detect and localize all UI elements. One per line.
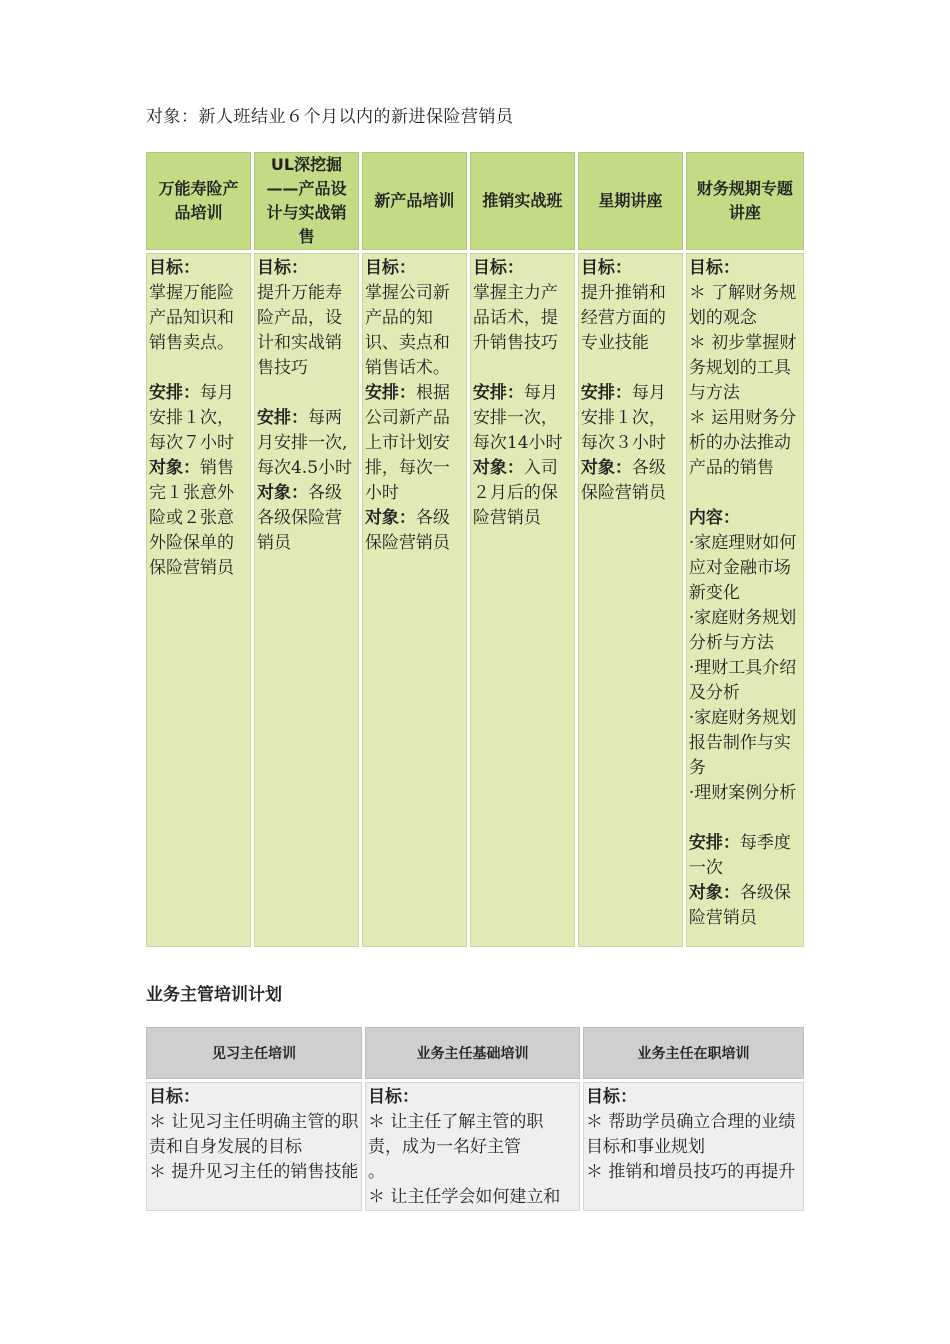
table-cell (365, 1082, 580, 1211)
header-new-product: 新产品培训 (362, 152, 467, 250)
plan-label: 安排： (364, 383, 416, 403)
goal-label: 目标： (256, 258, 308, 278)
table-cell (362, 253, 467, 947)
goal-text: 提升推销和经营方面的专业技能 (580, 283, 666, 353)
goal-text: 掌握公司新产品的知识、卖点和销售话术。 (364, 283, 450, 378)
header-finance-lecture: 财务规期专题讲座 (686, 152, 804, 250)
target-text: 入司２月后的保险营销员 (472, 458, 558, 528)
plan-label: 安排： (256, 408, 308, 428)
goal-label: 目标： (149, 258, 200, 278)
plan-label: 安排： (580, 383, 632, 403)
target-label: 对象： (688, 883, 740, 903)
target-line (473, 456, 572, 531)
target-line (257, 481, 356, 556)
plan-line (689, 831, 801, 881)
target-label: 对象： (364, 508, 416, 528)
content-text: ·家庭理财如何应对金融市场新变化 ·家庭财务规划分析与方法 ·理财工具介绍及分析 ·家庭财务规划报告制作与实务 ·理财案例分析 (688, 533, 797, 803)
goal-text: 掌握主力产品话术，提升销售技巧 (472, 283, 558, 353)
target-line (689, 881, 801, 931)
plan-label: 安排： (149, 383, 200, 403)
plan-text: 每两月安排一次,每次4.5小时 (256, 408, 353, 478)
goal-label: 目标： (149, 1087, 200, 1107)
table-header-row (146, 1027, 804, 1079)
table-cell (578, 253, 683, 947)
goal-label: 目标： (580, 258, 632, 278)
target-text: 各级各级保险营销员 (256, 483, 342, 553)
target-line (365, 506, 464, 556)
table-cell (470, 253, 575, 947)
plan-label: 安排： (472, 383, 524, 403)
plan-text: 每月安排一次，每次14小时 (472, 383, 563, 453)
plan-line (365, 381, 464, 506)
plan-line (149, 381, 248, 456)
goal-label: 目标： (472, 258, 524, 278)
plan-text: 每月安排１次，每次３小时 (580, 383, 666, 453)
header-director-onjob: 业务主任在职培训 (583, 1027, 804, 1079)
table-header-row (146, 152, 804, 250)
header-sales-practice: 推销实战班 (470, 152, 575, 250)
goal-label: 目标： (688, 258, 740, 278)
target-label: 对象： (149, 458, 200, 478)
header-ul-training: 万能寿险产品培训 (146, 152, 251, 250)
goal-text: ＊ 让主任了解主管的职责，成为一名好主管 。 ＊ 让主任学会如何建立和 (368, 1112, 561, 1207)
goal-text: ＊ 了解财务规划的观念 ＊ 初步掌握财务规划的工具与方法 ＊ 运用财务分析的办法推动产品的销售 (688, 283, 797, 478)
goal-text: 提升万能寿险产品，设计和实战销售技巧 (256, 283, 342, 378)
goal-label: 目标： (586, 1087, 637, 1107)
target-line (149, 456, 248, 581)
table-row (146, 1082, 804, 1211)
goal-label: 目标： (364, 258, 416, 278)
goal-text: ＊ 帮助学员确立合理的业绩目标和事业规划 ＊ 推销和增员技巧的再提升 (586, 1112, 796, 1182)
section-title: 业务主管培训计划 (146, 985, 282, 1005)
target-line (581, 456, 680, 506)
table-cell (146, 253, 251, 947)
header-trainee-director: 见习主任培训 (146, 1027, 362, 1079)
plan-line (473, 381, 572, 456)
goal-text: ＊ 让见习主任明确主管的职责和自身发展的目标 ＊ 提升见习主任的销售技能 (149, 1112, 359, 1182)
target-label: 对象： (256, 483, 308, 503)
table-row (146, 253, 804, 947)
goal-text: 掌握万能险产品知识和销售卖点。 (149, 283, 234, 353)
intro-text: 对象：新人班结业６个月以内的新进保险营销员 (146, 107, 514, 127)
header-weekly-lecture: 星期讲座 (578, 152, 683, 250)
header-director-basic: 业务主任基础培训 (365, 1027, 580, 1079)
table-cell (686, 253, 804, 947)
target-text: 各级保险营销员 (688, 883, 791, 928)
plan-text: 根据公司新产品上市计划安排，每次一小时 (364, 383, 450, 503)
header-ul-deep-dive: UL深挖掘——产品设计与实战销售 (254, 152, 359, 250)
plan-label: 安排： (688, 833, 740, 853)
plan-line (581, 381, 680, 456)
target-label: 对象： (472, 458, 524, 478)
target-text: 销售完１张意外险或２张意外险保单的保险营销员 (149, 458, 234, 578)
content-label: 内容： (688, 508, 740, 528)
table-cell (254, 253, 359, 947)
table-cell (146, 1082, 362, 1211)
supervisor-training-table (143, 1024, 807, 1214)
plan-text: 每季度一次 (688, 833, 791, 878)
plan-text: 每月安排１次，每次７小时 (149, 383, 234, 453)
table-cell (583, 1082, 804, 1211)
target-text: 各级保险营销员 (364, 508, 450, 553)
goal-label: 目标： (368, 1087, 419, 1107)
newbie-training-table (143, 149, 807, 950)
target-text: 各级保险营销员 (580, 458, 666, 503)
target-label: 对象： (580, 458, 632, 478)
plan-line (257, 406, 356, 481)
